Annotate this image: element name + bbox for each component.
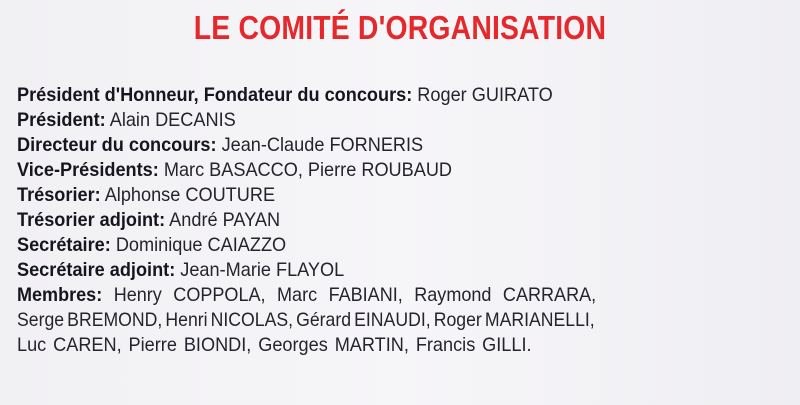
entry-role: Membres: [17, 284, 103, 306]
entry-name: Jean-Marie FLAYOL [180, 259, 345, 281]
members-continued-line: Serge BREMOND, Henri NICOLAS, Gérard EINAUDI, Roger MARIANELLI, [17, 309, 595, 331]
entry-role: Trésorier adjoint: [17, 209, 166, 231]
entry-name: André PAYAN [169, 209, 281, 231]
entry-name: Alain DECANIS [109, 109, 236, 131]
entry-role: Secrétaire: [17, 234, 111, 256]
entry-role: Directeur du concours: [17, 134, 217, 156]
entry-name: Roger GUIRATO [417, 84, 553, 106]
committee-entry-assistant-secretary [17, 258, 742, 283]
committee-entry-honorary-president [17, 83, 742, 108]
committee-entry-president [17, 108, 742, 133]
entry-name: Jean-Claude FORNERIS [221, 134, 424, 156]
committee-list [17, 83, 797, 358]
entry-role: Vice-Présidents: [17, 159, 159, 181]
entry-name: Alphonse COUTURE [104, 184, 276, 206]
committee-entry-director [17, 133, 742, 158]
entry-name: Marc BASACCO, Pierre ROUBAUD [163, 159, 453, 181]
entry-role: Président: [17, 109, 106, 131]
entry-name: Dominique CAIAZZO [115, 234, 287, 256]
committee-entry-vice-presidents [17, 158, 742, 183]
entry-role: Secrétaire adjoint: [17, 259, 176, 281]
entry-role: Trésorier: [17, 184, 101, 206]
entry-role: Président d'Honneur, Fondateur du concours: [17, 84, 413, 106]
committee-entry-treasurer [17, 183, 742, 208]
committee-entry-secretary [17, 233, 742, 258]
members-continued-line: Luc CAREN, Pierre BIONDI, Georges MARTIN, Francis GILLI. [17, 334, 532, 356]
entry-name: Henry COPPOLA, Marc FABIANI, Raymond CARRARA, [113, 284, 597, 306]
page-title: LE COMITÉ D'ORGANISATION [193, 9, 607, 46]
committee-entry-members [17, 283, 739, 308]
committee-entry-assistant-treasurer [17, 208, 742, 233]
